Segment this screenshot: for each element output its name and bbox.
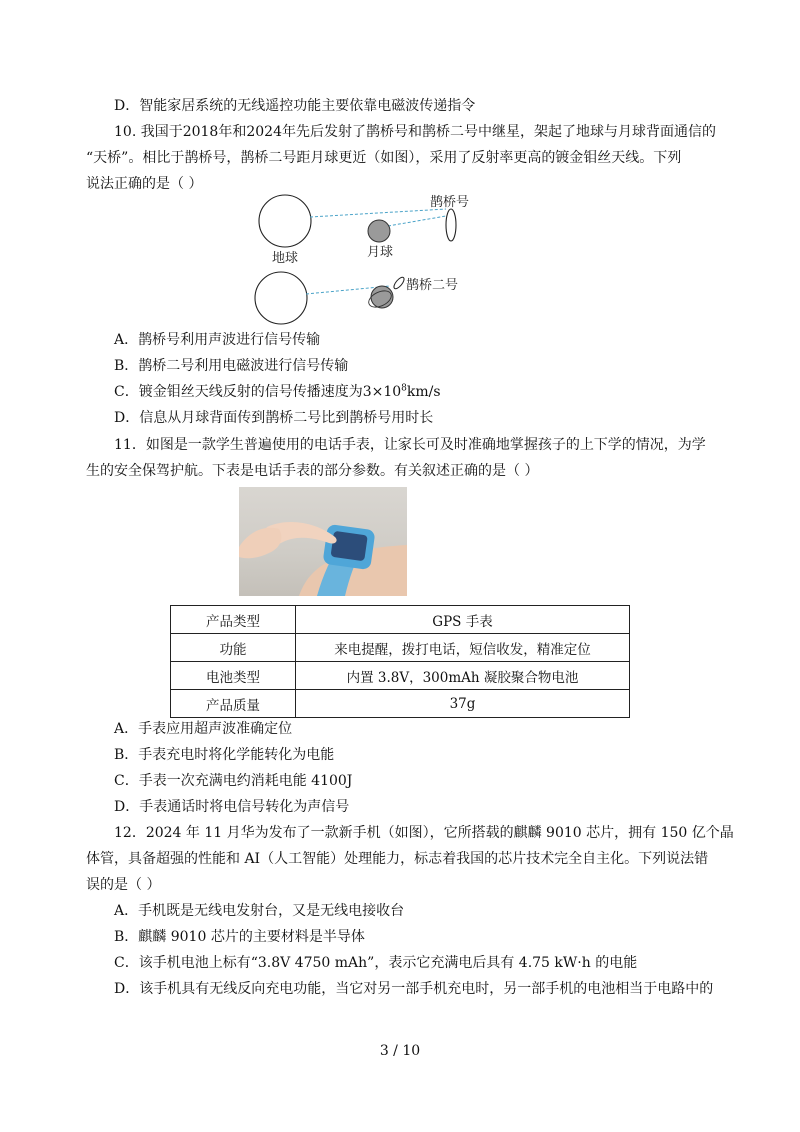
label-earth: 地球 (272, 251, 299, 266)
q10-option-a: A．鹊桥号利用声波进行信号传输 (114, 332, 321, 348)
q10-option-b: B．鹊桥二号利用电磁波进行信号传输 (114, 358, 349, 374)
earth-circle-top (259, 195, 311, 247)
table-key-cell: 产品类型 (171, 606, 296, 634)
label-queqiao2: 鹊桥二号 (406, 278, 459, 293)
label-moon: 月球 (367, 245, 394, 260)
q12-stem-line-3: 误的是（ ） (86, 877, 161, 893)
table-row (171, 662, 630, 690)
q11-option-d: D．手表通话时将电信号转化为声信号 (114, 799, 350, 815)
queqiao-satellite (446, 209, 456, 241)
page-number: 3 / 10 (379, 1043, 421, 1059)
q10-option-c: C．镀金钼丝天线反射的信号传播速度为$3\times 10^8km/s$ (114, 383, 441, 400)
earth-relay-link-top (310, 209, 446, 217)
q11-stem-line-2: 生的安全保驾护航。下表是电话手表的部分参数。有关叙述正确的是（ ） (86, 463, 539, 479)
table-row (171, 606, 630, 634)
q12-stem-line-2: 体管，具备超强的性能和 AI（人工智能）处理能力，标志着我国的芯片技术完全自主化。下列说法错 (86, 851, 709, 867)
q10-option-d: D．信息从月球背面传到鹊桥二号比到鹊桥号用时长 (114, 410, 434, 426)
q11-params-table (170, 605, 630, 718)
table-value-cell: 37g (296, 690, 630, 718)
q12-stem-line-1: 12．2024 年 11 月华为发布了一款新手机（如图），它所搭载的麒麟 9010 芯片，拥有 150 亿个晶 (114, 825, 734, 841)
table-value-cell: GPS 手表 (296, 606, 630, 634)
q12-option-b: B．麒麟 9010 芯片的主要材料是半导体 (114, 929, 365, 945)
moon-circle-top (368, 220, 390, 242)
table-key-cell: 功能 (171, 634, 296, 662)
watch-on-wrist-illustration (239, 487, 407, 596)
table-key-cell: 产品质量 (171, 690, 296, 718)
queqiao2-satellite (392, 276, 406, 291)
q11-option-c: C．手表一次充满电约消耗电能 4100J (114, 773, 353, 789)
q9-option-d: D．智能家居系统的无线遥控功能主要依靠电磁波传递指令 (114, 98, 476, 114)
label-queqiao: 鹊桥号 (430, 195, 470, 210)
q10-stem-line-2: “天桥”。相比于鹊桥号，鹊桥二号距月球更近（如图），采用了反射率更高的镀金钼丝天线。下列 (86, 150, 682, 166)
q10-stem-line-1: 10. 我国于2018年和2024年先后发射了鹊桥号和鹊桥二号中继星，架起了地球与月球背面通信的 (114, 124, 716, 140)
q11-watch-photo (239, 487, 407, 596)
q11-stem-line-1: 11．如图是一款学生普遍使用的电话手表，让家长可及时准确地掌握孩子的上下学的情况，为学 (114, 437, 706, 453)
q11-option-b: B．手表充电时将化学能转化为电能 (114, 747, 335, 763)
q10-stem-line-3: 说法正确的是（ ） (86, 176, 203, 192)
q12-option-a: A．手机既是无线电发射台，又是无线电接收台 (114, 903, 405, 919)
table-value-cell: 来电提醒，拨打电话，短信收发，精准定位 (296, 634, 630, 662)
q10-relay-satellite-figure (240, 190, 490, 330)
moon-circle-bottom (371, 286, 393, 308)
table-value-cell: 内置 3.8V，300mAh 凝胶聚合物电池 (296, 662, 630, 690)
table-row (171, 634, 630, 662)
table-row (171, 690, 630, 718)
q11-option-a: A．手表应用超声波准确定位 (114, 721, 293, 737)
earth-circle-bottom (255, 272, 307, 324)
moon-relay-link-top (388, 216, 446, 226)
q12-option-c: C．该手机电池上标有“3.8V 4750 mAh”，表示它充满电后具有 4.75 kW·h 的电能 (114, 955, 638, 971)
q12-option-d: D．该手机具有无线反向充电功能，当它对另一部手机充电时，另一部手机的电池相当于电路中的 (114, 981, 714, 997)
table-key-cell: 电池类型 (171, 662, 296, 690)
